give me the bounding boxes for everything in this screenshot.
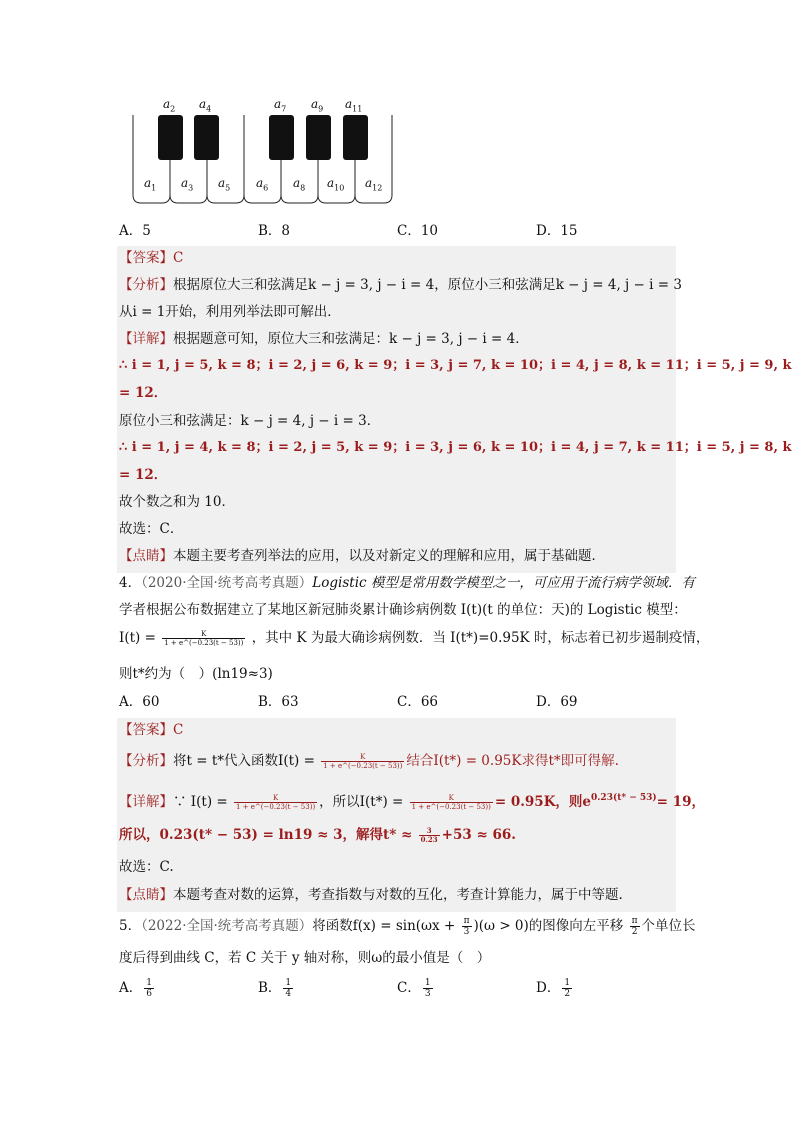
q3-answer: 【答案】C [119,250,184,266]
q5-option-c-den: 3 [424,989,431,999]
q4-detail-frac2-den: 1 + e^(−0.23(t − 53)) [411,803,491,811]
q5-option-c-fraction [423,978,433,999]
q3-detail-tag: 【详解】 [119,331,173,347]
q5-option-d-den: 2 [564,989,571,999]
q4-option-c: C．66 [397,694,439,710]
q4-detail-line2 [119,825,516,845]
q5-option-b [258,978,295,999]
piano-figure [130,95,395,207]
q5-stem-c: 个单位长 [641,918,696,934]
key-label-a1: $a_1$ [144,176,157,193]
q4-analysis-frac-num: K [321,753,404,762]
q3-detail-line5: ∴ i = 1, j = 4, k = 8；i = 2, j = 5, k = 9；i = 3, j = 6, k = 10；i = 4, j = 7, k = 11；i = 5, j = 8, k [119,440,792,455]
key-label-a9: $a_9$ [311,97,324,114]
q3-option-d: D．15 [536,223,578,239]
q5-stem-b: )(ω > 0)的图像向左平移 [473,918,624,934]
q3-detail-line6: = 12． [119,467,168,483]
q5-option-a-letter: A． [119,980,143,996]
key-label-a7: $a_7$ [274,97,287,114]
key-label-a2: $a_2$ [163,97,176,114]
q3-analysis-line2: 从i = 1开始，利用列举法即可解出． [119,304,341,320]
q5-option-b-den: 4 [285,989,292,999]
q4-comment-text: 本题考查对数的运算，考查指数与对数的互化，考查计算能力，属于中等题. [173,887,623,903]
q3-detail-line4: 原位小三和弦满足：k − j = 4, j − i = 3． [119,413,381,429]
q4-option-d: D．69 [536,694,578,710]
q4-detail-a: ∵ I(t) = [173,794,228,810]
q4-detail-frac2-num: K [410,794,493,803]
key-label-a4: $a_4$ [199,97,212,114]
q3-option-b: B．8 [258,223,291,239]
q4-detail2-a: 所以，0.23(t* − 53) = ln19 ≈ 3，解得t* ≈ [119,827,413,843]
q5-number: 5． [119,918,142,934]
q5-option-d-fraction [562,978,572,999]
q3-detail-line1 [119,329,529,349]
q4-stem-line2: 学者根据公布数据建立了某地区新冠肺炎累计确诊病例数 I(t)(t 的单位：天)的 Logistic 模型： [119,602,687,618]
q5-option-c-letter: C． [397,980,421,996]
q4-analysis-line [119,751,619,771]
q4-detail-frac1-den: 1 + e^(−0.23(t − 53)) [235,803,316,811]
key-label-a5: $a_5$ [218,176,231,193]
q3-analysis-tag: 【分析】 [119,277,173,293]
q5-stem-line2: 度后得到曲线 C，若 C 关于 y 轴对称，则ω的最小值是（ ） [119,950,491,966]
q4-analysis-frac-den: 1 + e^(−0.23(t − 53)) [323,762,403,770]
q5-option-d-letter: D． [536,980,561,996]
q5-frac1-den: 3 [463,927,470,937]
q3-analysis-text: 根据原位大三和弦满足k − j = 3, j − i = 4，原位小三和弦满足k − j = 4, j − i = 3 [173,277,682,293]
q5-stem-fraction1 [462,916,472,937]
q4-detail-b: ，所以I(t*) = [319,794,404,810]
q4-detail-exponent: 0.23(t* − 53) [591,793,657,803]
q4-stem-line4: 则t*约为（ ）(ln19≈3) [119,666,273,682]
q5-option-d-num: 1 [564,978,571,988]
q3-option-a: A．5 [119,223,151,239]
q4-stem-text3: ，其中 K 为最大确诊病例数．当 I(t*)=0.95K 时，标志着已初步遏制疫情， [251,630,710,646]
q4-detail-d: = 19， [656,794,705,810]
q4-option-b: B．63 [258,694,299,710]
q4-detail-frac1-num: K [234,794,317,803]
q3-analysis-line1 [119,275,682,295]
key-label-a8: $a_8$ [293,176,306,193]
q3-detail-line7: 故个数之和为 10． [119,494,235,510]
q4-detail-tag: 【详解】 [119,794,173,810]
q5-option-a-fraction [144,978,154,999]
q5-stem-a: 将函数f(x) = sin(ωx + [312,918,456,934]
q3-comment-line [119,546,605,566]
q4-detail2-b: +53 ≈ 66. [441,827,516,843]
q4-detail-line1 [119,788,705,812]
q4-detail-fraction1 [234,794,317,811]
q3-solution-block [117,246,676,573]
q5-frac2-den: 2 [631,927,638,937]
q4-analysis-tag: 【分析】 [119,753,173,769]
q4-detail-c: = 0.95K，则e [494,794,592,810]
q4-frac-den: 1 + e^(−0.23(t − 53)) [164,639,244,647]
q5-option-a [119,978,156,999]
q3-detail-line2: ∴ i = 1, j = 5, k = 8；i = 2, j = 6, k = 9；i = 3, j = 7, k = 10；i = 4, j = 8, k = 11；i = 5, j = 9, k [119,358,792,373]
q5-option-c [397,978,435,999]
q3-detail-line3: = 12． [119,385,168,401]
q4-solution-block [117,718,676,912]
q4-stem-line3 [119,628,709,648]
q3-choose: 故选：C． [119,521,184,537]
q5-stem-line1 [119,916,696,937]
q4-option-a: A．60 [119,694,160,710]
q5-option-c-num: 1 [424,978,431,988]
q4-comment-line [119,885,623,905]
q4-formula-fraction [162,630,245,647]
q4-stem-line1 [119,573,695,593]
q5-frac2-num: π [631,916,638,926]
q3-detail-text: 根据题意可知，原位大三和弦满足：k − j = 3, j − i = 4． [173,331,529,347]
q5-stem-fraction2 [630,916,640,937]
q4-detail2-fraction [419,827,440,844]
q4-number: 4． [119,575,142,591]
q5-option-b-letter: B． [258,980,282,996]
q3-comment-tag: 【点睛】 [119,548,173,564]
q4-frac-num: K [162,630,245,639]
q5-option-b-fraction [283,978,293,999]
key-label-a11: $a_{11}$ [345,97,363,114]
q4-stem-text1: Logistic 模型是常用数学模型之一，可应用于流行病学领域．有 [312,575,695,591]
q3-comment-text: 本题主要考查列举法的应用，以及对新定义的理解和应用，属于基础题． [173,548,605,564]
q4-comment-tag: 【点睛】 [119,887,173,903]
q4-choose: 故选：C. [119,859,174,875]
q4-analysis-text-b: 结合I(t*) = 0.95K求得t*即可得解. [406,753,619,769]
q4-answer: 【答案】C [119,722,184,738]
q5-option-a-den: 6 [146,989,152,999]
q4-analysis-fraction [321,753,404,770]
q4-formula-lhs: I(t) = [119,630,156,646]
q4-source: （2020·全国·统考高考真题） [141,575,313,591]
q5-option-a-num: 1 [146,978,152,988]
q4-analysis-text-a: 将t = t*代入函数I(t) = [173,753,315,769]
q3-option-c: C．10 [397,223,439,239]
q5-source: （2022·全国·统考高考真题） [141,918,313,934]
key-label-a12: $a_{12}$ [365,176,383,193]
key-label-a6: $a_6$ [256,176,269,193]
q5-option-d [536,978,574,999]
q5-frac1-num: π [463,916,470,926]
q4-detail2-frac-num: 3 [419,827,440,836]
q4-detail2-frac-den: 0.23 [420,835,438,844]
q4-detail-fraction2 [410,794,493,811]
q5-option-b-num: 1 [285,978,292,988]
key-label-a10: $a_{10}$ [327,176,345,193]
key-label-a3: $a_3$ [181,176,194,193]
